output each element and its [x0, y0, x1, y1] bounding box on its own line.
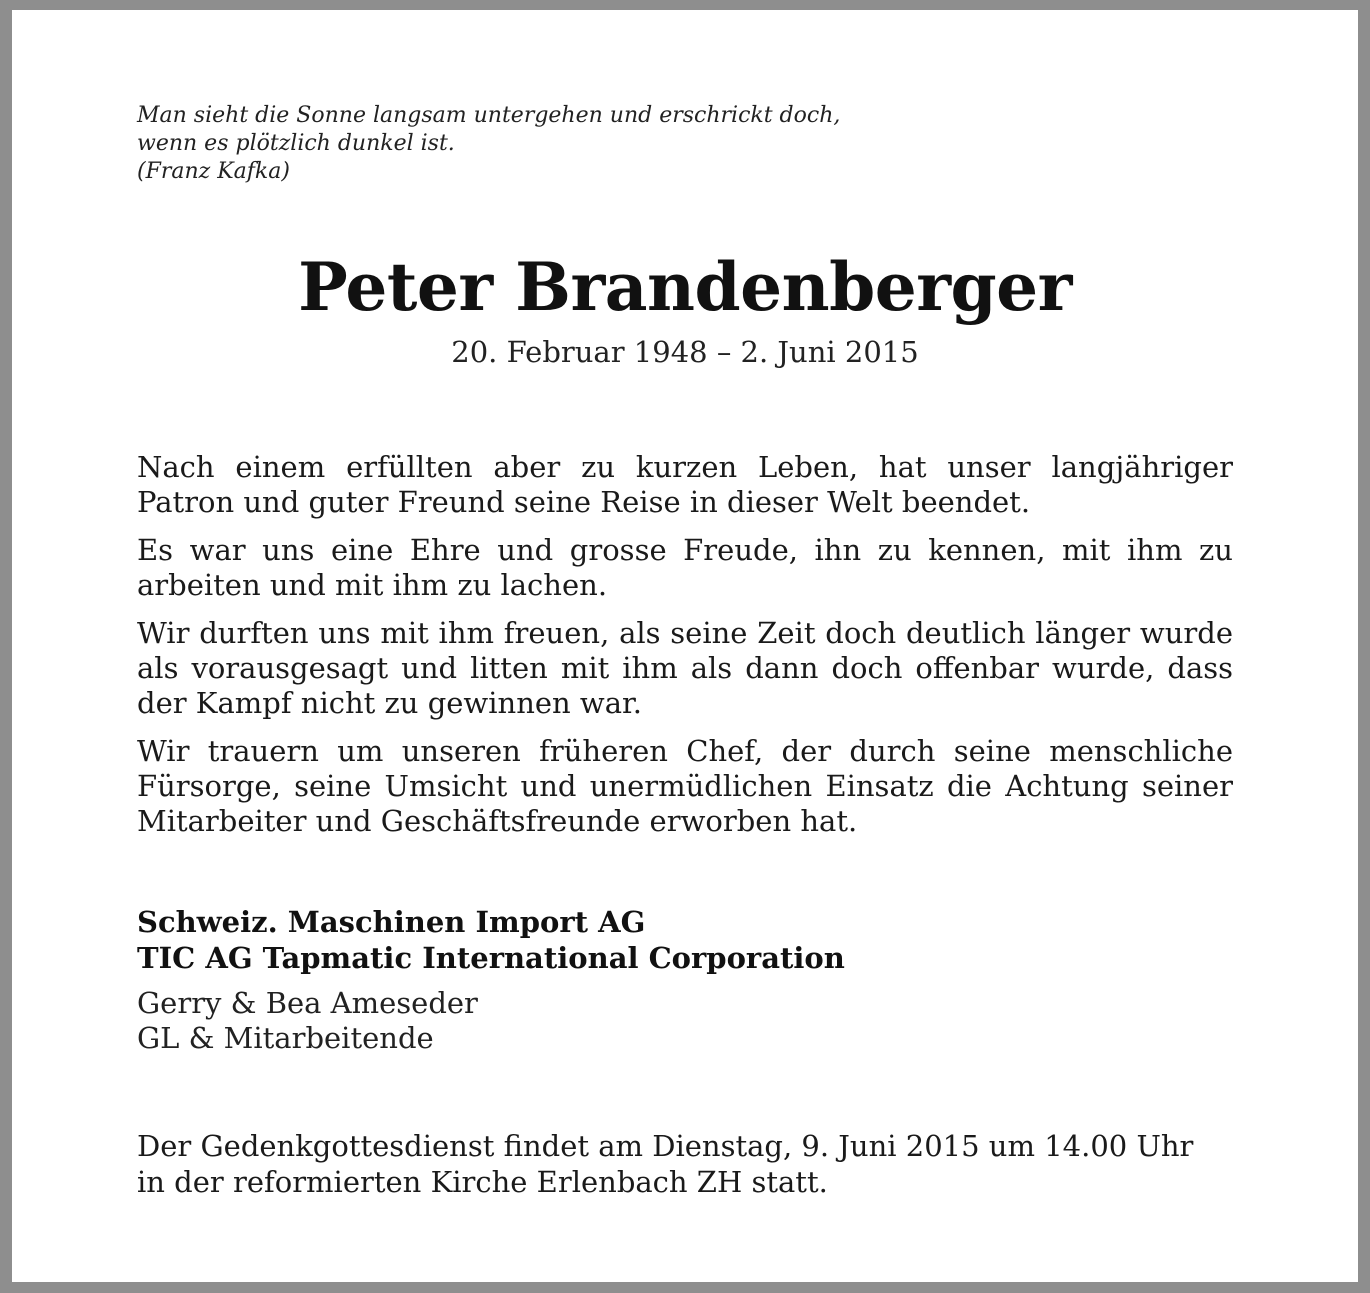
paragraph: Es war uns eine Ehre und grosse Freude, ihn zu kennen, mit ihm zu arbeiten und mit ihm zu lachen.: [137, 533, 1233, 602]
paragraph: Wir durften uns mit ihm freuen, als seine Zeit doch deutlich länger wurde als vorausgesagt und litten mit ihm als dann doch offenbar wurde, dass der Kampf nicht zu gewinnen war.: [137, 616, 1233, 720]
obituary-page: [12, 10, 1358, 1282]
epigraph-quote: [137, 102, 1037, 186]
service-line-1: Der Gedenkgottesdienst findet am Dienstag, 9. Juni 2015 um 14.00 Uhr: [137, 1129, 1194, 1163]
signer-persons: [137, 986, 1233, 1056]
signer-person-2: GL & Mitarbeitende: [137, 1021, 434, 1055]
obituary-text: [137, 450, 1233, 852]
company-name-2: TIC AG Tapmatic International Corporation: [137, 941, 845, 975]
quote-line-1: Man sieht die Sonne langsam untergehen und erschrickt doch,: [137, 103, 841, 128]
life-dates: 20. Februar 1948 – 2. Juni 2015: [451, 335, 919, 369]
deceased-name: Peter Brandenberger: [298, 248, 1072, 326]
signers-block: [137, 904, 1233, 1056]
paragraph: Wir trauern um unseren früheren Chef, der durch seine menschliche Fürsorge, seine Umsicht und unermüdlichen Einsatz die Achtung seiner Mitarbeiter und Geschäftsfreunde erworben hat.: [137, 734, 1233, 838]
service-line-2: in der reformierten Kirche Erlenbach ZH statt.: [137, 1165, 828, 1199]
signer-person-1: Gerry & Bea Ameseder: [137, 986, 478, 1020]
quote-author: (Franz Kafka): [137, 159, 290, 184]
company-name-1: Schweiz. Maschinen Import AG: [137, 905, 646, 939]
quote-line-2: wenn es plötzlich dunkel ist.: [137, 131, 455, 156]
memorial-service-notice: [137, 1128, 1233, 1200]
paragraph: Nach einem erfüllten aber zu kurzen Leben, hat unser langjähriger Patron und guter Freund seine Reise in dieser Welt beendet.: [137, 450, 1233, 519]
